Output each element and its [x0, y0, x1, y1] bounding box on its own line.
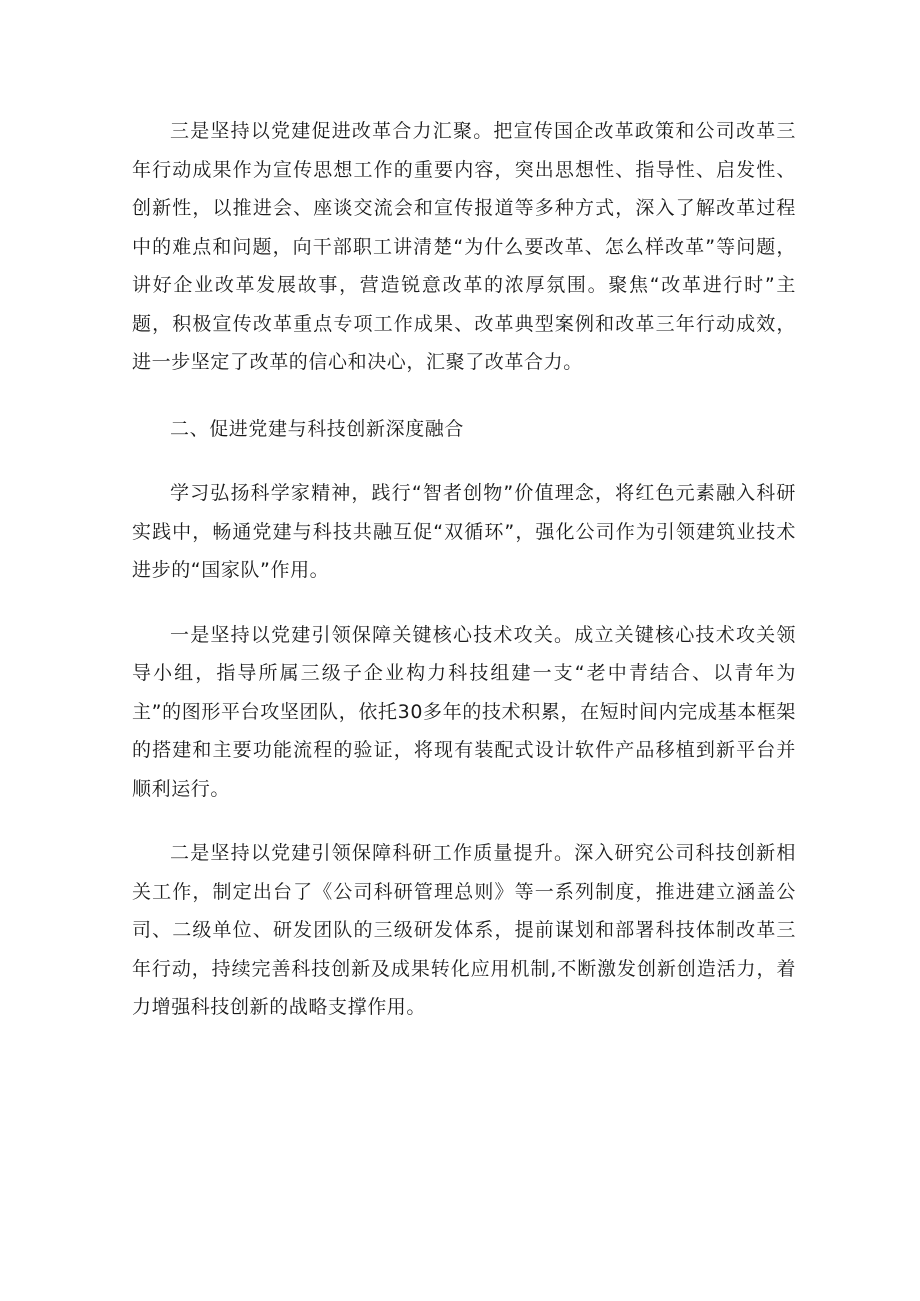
paragraph-core-tech-breakthrough: 一是坚持以党建引领保障关键核心技术攻关。成立关键核心技术攻关领导小组，指导所属三级子企业构力科技组建一支“老中青结合、以青年为主”的图形平台攻坚团队，依托30多年的技术积累，在短时间内完成基本框架的搭建和主要功能流程的验证，将现有装配式设计软件产品移植到新平台并顺利运行。	[132, 623, 796, 800]
paragraph-reform-synergy: 三是坚持以党建促进改革合力汇聚。把宣传国企改革政策和公司改革三年行动成果作为宣传思想工作的重要内容，突出思想性、指导性、启发性、创新性，以推进会、座谈交流会和宣传报道等多种方式，深入了解改革过程中的难点和问题，向干部职工讲清楚“为什么要改革、怎么样改革”等问题，讲好企业改革发展故事，营造锐意改革的浓厚氛围。聚焦“改革进行时”主题，积极宣传改革重点专项工作成果、改革典型案例和改革三年行动成效，进一步坚定了改革的信心和决心，汇聚了改革合力。	[132, 120, 796, 373]
document-body	[132, 112, 796, 1027]
paragraph-research-quality: 二是坚持以党建引领保障科研工作质量提升。深入研究公司科技创新相关工作，制定出台了《公司科研管理总则》等一系列制度，推进建立涵盖公司、二级单位、研发团队的三级研发体系，提前谋划和部署科技体制改革三年行动，持续完善科技创新及成果转化应用机制,不断激发创新创造活力，着力增强科技创新的战略支撑作用。	[132, 842, 796, 1018]
section-heading-tech-innovation: 二、促进党建与科技创新深度融合	[170, 417, 465, 440]
paragraph-scientist-spirit: 学习弘扬科学家精神，践行“智者创物”价值理念，将红色元素融入科研实践中，畅通党建与科技共融互促“双循环”，强化公司作为引领建筑业技术进步的“国家队”作用。	[132, 482, 796, 581]
